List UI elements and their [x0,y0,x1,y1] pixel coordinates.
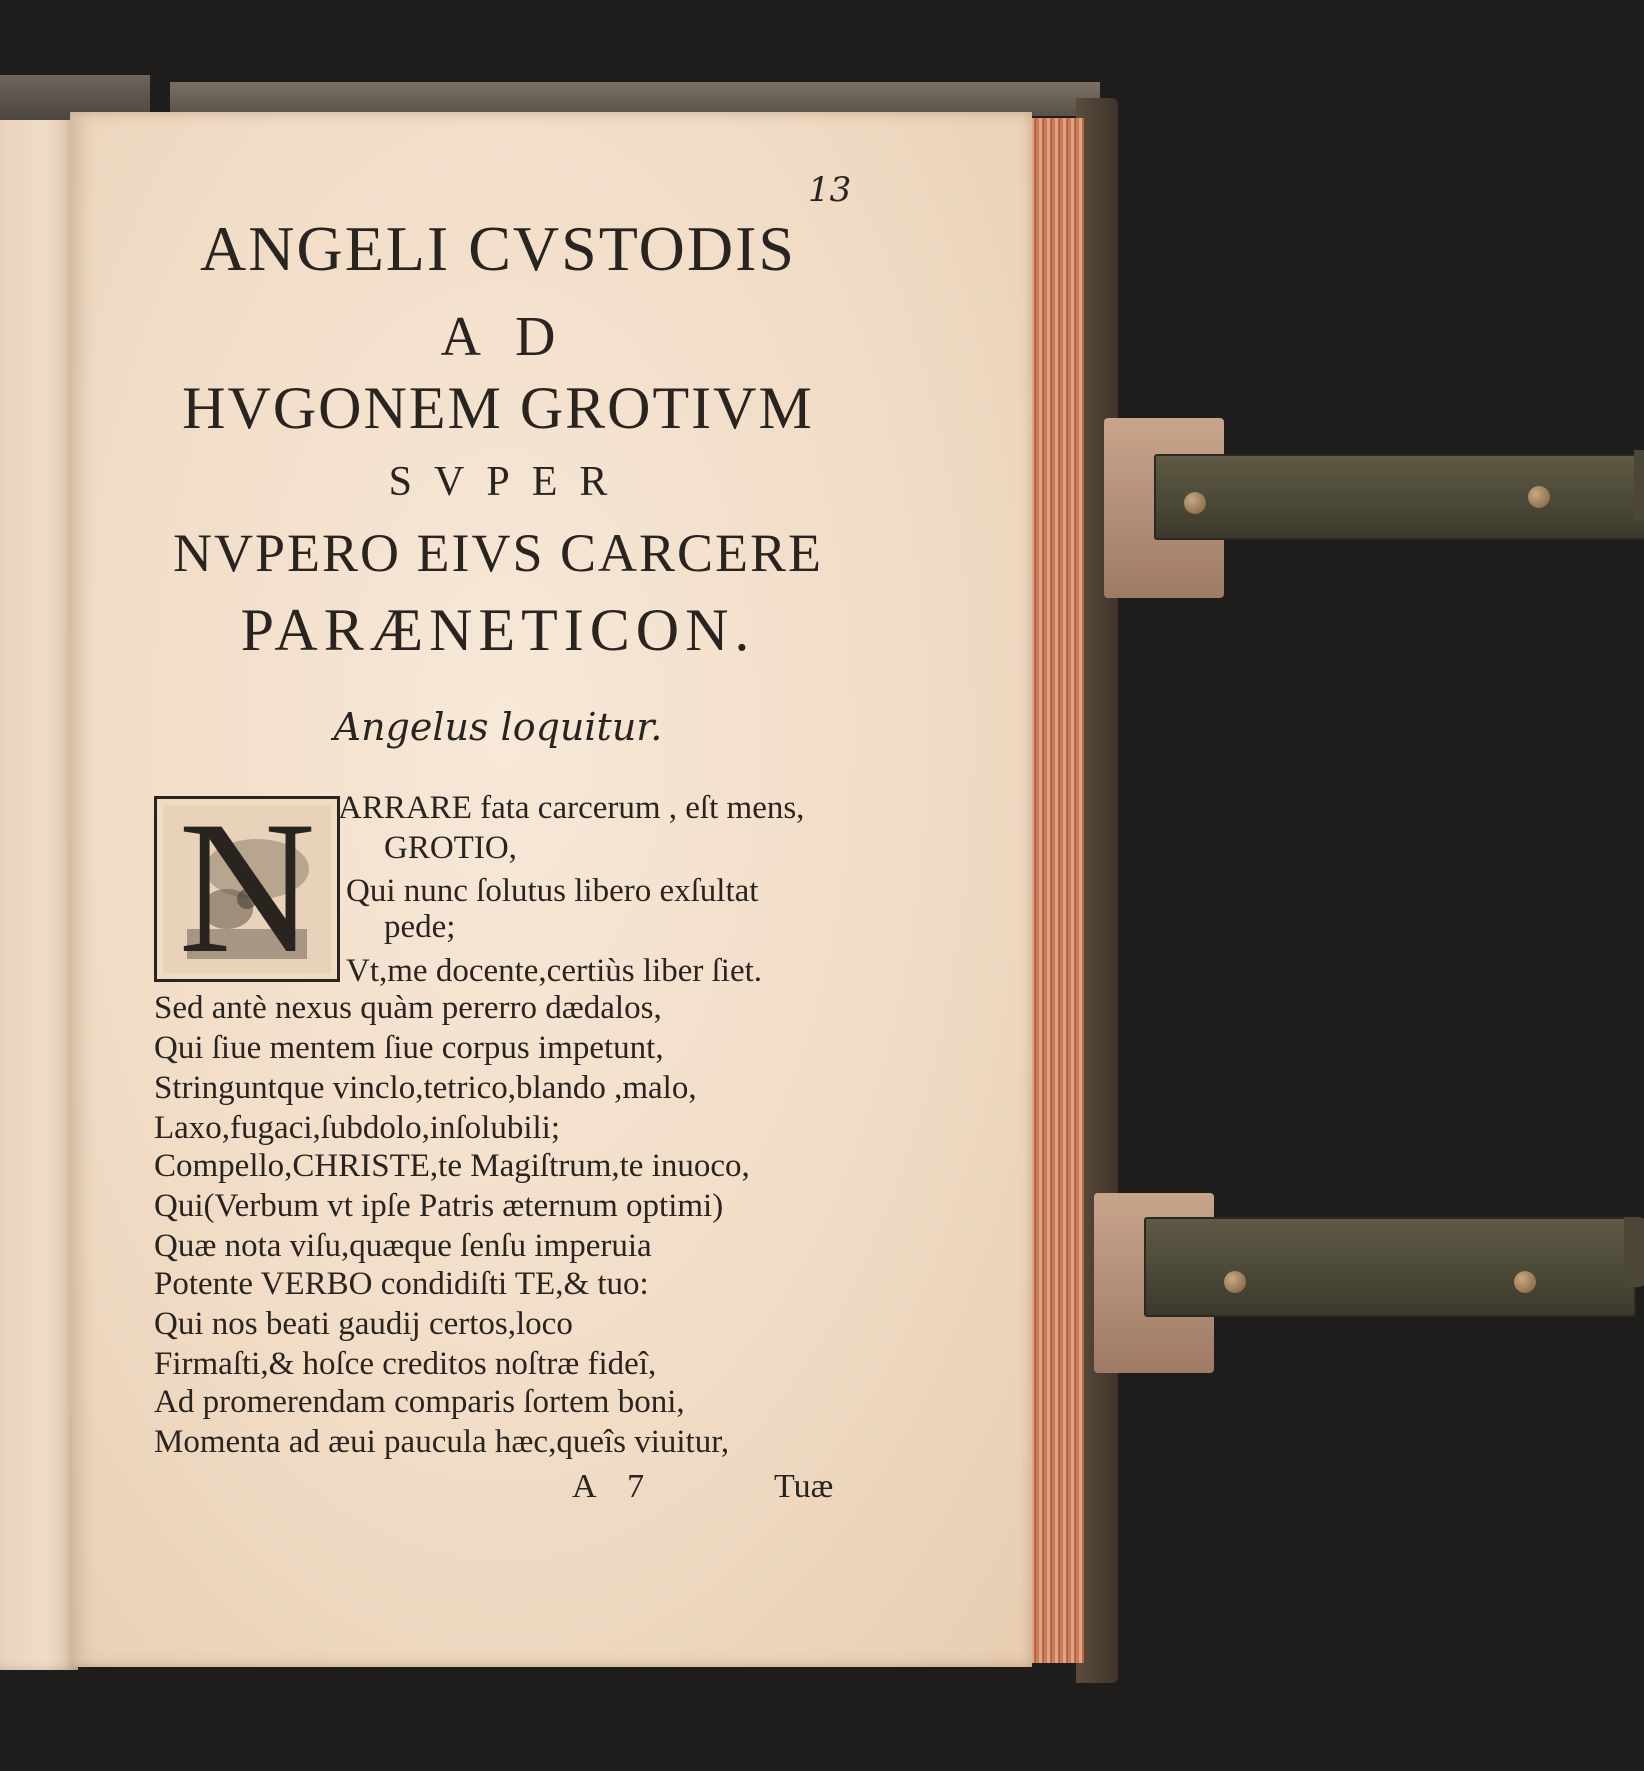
title-line-6: PARÆNETICON. [240,597,756,663]
verse-line: Stringuntque vinclo,tetrico,blando ,malo, [154,1070,697,1106]
page-fore-edge [1028,118,1084,1663]
verse-line: Qui(Verbum vt ipſe Patris æternum optimi) [154,1188,724,1224]
verse-line: Qui nos beati gaudij certos,loco [154,1306,573,1342]
verse-line: Ad promerendam comparis ſortem boni, [154,1384,685,1420]
title-line-3: HVGONEM GROTIVM [182,375,814,441]
verse-line: pede; [384,909,456,945]
signature-mark: A 7 [572,1468,657,1505]
binding-top-edge [170,82,1100,116]
catchword: Tuæ [774,1468,834,1505]
verse-line: Firmaſti,& hoſce creditos noſtræ fideî, [154,1346,657,1382]
verse-line: Momenta ad æui paucula hæc,queîs viuitur, [154,1424,730,1460]
verse-line: Laxo,fugaci,ſubdolo,inſolubili; [154,1110,561,1146]
verse-line: Sed antè nexus quàm pererro dædalos, [154,990,662,1026]
page-number: 13 [808,170,852,210]
verse-line: Compello,CHRISTE,te Magiſtrum,te inuoco, [154,1148,750,1184]
rivet-icon [1224,1271,1246,1293]
clasp-strap [1144,1217,1636,1317]
rivet-icon [1514,1271,1536,1293]
verse-line: Qui nunc ſolutus libero exſultat [346,873,759,909]
verse-line: Potente VERBO condidiſti TE,& tuo: [154,1266,649,1302]
title-line-2: AD [440,306,590,368]
verse-line: Quæ nota viſu,quæque ſenſu imperuia [154,1228,652,1264]
verse-line: Vt,me docente,certiùs liber ſiet. [346,953,763,989]
lower-clasp [1094,1193,1644,1383]
rivet-icon [1528,486,1550,508]
subtitle: Angelus loquitur. [333,705,663,749]
clasp-tip [1634,450,1644,520]
decorated-initial [154,783,340,993]
initial-letter: N [178,783,316,993]
title-line-1: ANGELI CVSTODIS [200,213,796,284]
title-line-4: SVPER [388,459,630,505]
upper-clasp [1104,418,1644,608]
verse-line: Qui ſiue mentem ſiue corpus impetunt, [154,1030,664,1066]
verse-line: GROTIO, [384,830,517,866]
title-line-5: NVPERO EIVS CARCERE [172,523,824,583]
clasp-strap [1154,454,1644,540]
clasp-tip [1624,1217,1644,1287]
verse-line: ARRARE fata carcerum , eſt mens, [338,790,805,826]
left-page-edge [0,110,78,1670]
rivet-icon [1184,492,1206,514]
